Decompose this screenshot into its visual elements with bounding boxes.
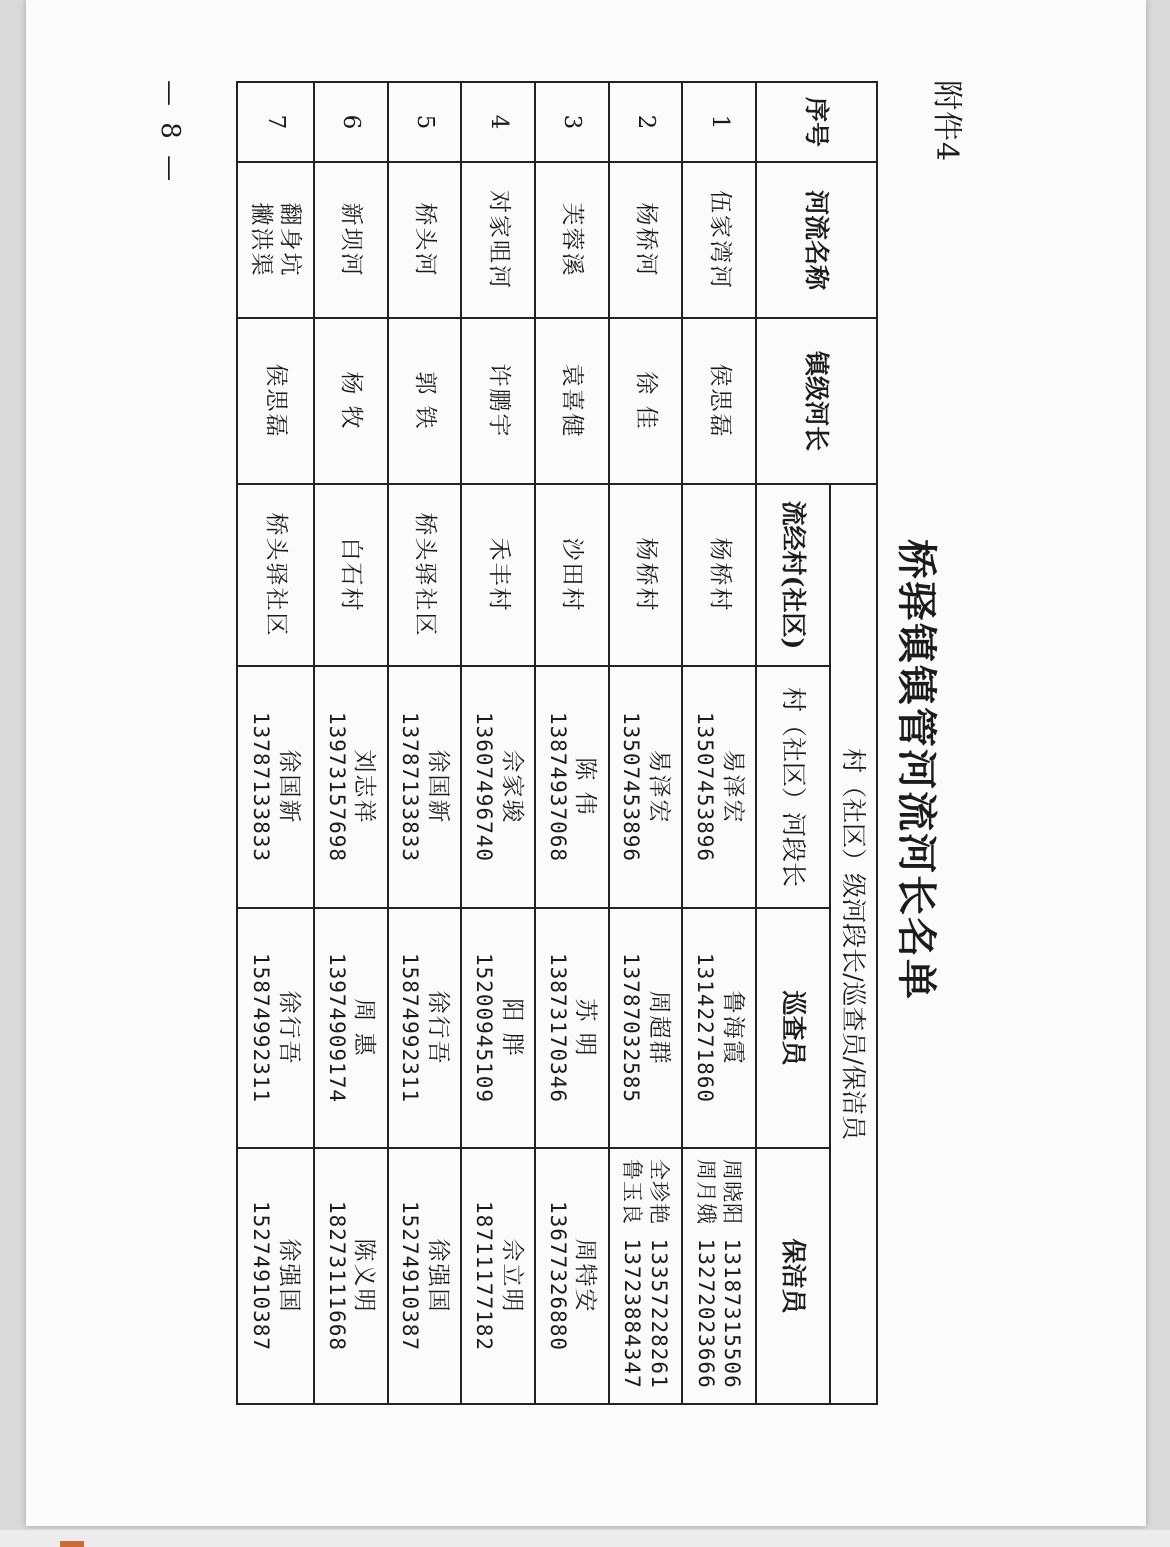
section-chief-phone: 13507453896 <box>692 711 717 863</box>
row-seq: 6 <box>314 82 388 162</box>
row-seq: 5 <box>388 82 462 162</box>
inspector-name: 徐行吾 <box>275 990 302 1066</box>
header-river-name: 河流名称 <box>756 162 877 318</box>
inspector-phone: 13873170346 <box>545 952 570 1104</box>
row-village: 杨桥村 <box>682 484 756 666</box>
row-seq: 7 <box>237 82 314 162</box>
cleaner-phone: 18273111668 <box>324 1200 349 1352</box>
row-cleaner <box>535 1148 609 1404</box>
row-town-chief: 侯思磊 <box>682 318 756 484</box>
row-river: 翻身坑撇洪渠 <box>237 162 314 318</box>
table-row <box>388 82 462 1404</box>
row-section-chief <box>314 666 388 908</box>
inspector-phone: 13974909174 <box>324 952 349 1104</box>
row-seq: 4 <box>461 82 535 162</box>
row-town-chief: 郭 铁 <box>388 318 462 484</box>
row-cleaner <box>609 1148 683 1404</box>
row-seq: 2 <box>609 82 683 162</box>
row-river: 芙蓉溪 <box>535 162 609 318</box>
section-chief-name: 陈 伟 <box>572 757 599 817</box>
inspector-phone: 15200945109 <box>471 952 496 1104</box>
row-village: 沙田村 <box>535 484 609 666</box>
rotated-sheet <box>90 55 990 1485</box>
section-chief-phone: 13787133833 <box>398 711 423 863</box>
river-chief-table <box>236 81 878 1405</box>
inspector-name: 鲁海霞 <box>719 990 746 1066</box>
table-row <box>237 82 314 1404</box>
row-village: 桥头驿社区 <box>388 484 462 666</box>
bottom-edge <box>0 1530 1170 1547</box>
row-section-chief <box>388 666 462 908</box>
row-town-chief: 许鹏宇 <box>461 318 535 484</box>
page-number: — 8 — <box>155 80 185 186</box>
row-section-chief <box>609 666 683 908</box>
section-chief-name: 刘志祥 <box>351 749 378 825</box>
row-river: 伍家湾河 <box>682 162 756 318</box>
cleaner-name: 陈义明 <box>351 1238 378 1314</box>
section-chief-phone: 13607496740 <box>471 711 496 863</box>
section-chief-name: 徐国新 <box>275 749 302 825</box>
cleaner-line: 鲁玉良 13723884347 <box>620 1159 645 1389</box>
inspector-name: 苏 明 <box>572 998 599 1058</box>
row-section-chief <box>535 666 609 908</box>
row-river: 桥头河 <box>388 162 462 318</box>
row-seq: 1 <box>682 82 756 162</box>
cleaner-phone: 15274910387 <box>249 1200 274 1352</box>
row-river: 新坝河 <box>314 162 388 318</box>
header-cleaner: 保洁员 <box>756 1148 830 1404</box>
header-village-group: 村（社区）级河段长/巡查员/保洁员 <box>830 484 877 1404</box>
table-row <box>682 82 756 1404</box>
section-chief-phone: 13507453896 <box>619 711 644 863</box>
cleaner-phone: 13677326880 <box>545 1200 570 1352</box>
inspector-phone: 15874992311 <box>249 952 274 1104</box>
cleaner-name: 周特安 <box>572 1238 599 1314</box>
inspector-name: 徐行吾 <box>424 990 451 1066</box>
row-river: 对家咀河 <box>461 162 535 318</box>
cleaner-name: 徐强国 <box>424 1238 451 1314</box>
cleaner-phone: 15274910387 <box>398 1200 423 1352</box>
header-town-chief: 镇级河长 <box>756 318 877 484</box>
row-inspector <box>237 908 314 1148</box>
row-inspector <box>388 908 462 1148</box>
row-river: 杨桥河 <box>609 162 683 318</box>
section-chief-name: 易泽宏 <box>646 749 672 825</box>
row-seq: 3 <box>535 82 609 162</box>
inspector-phone: 15874992311 <box>398 952 423 1104</box>
cleaner-name: 佘立明 <box>498 1238 525 1314</box>
section-chief-name: 易泽宏 <box>719 749 746 825</box>
table-row <box>535 82 609 1404</box>
section-chief-name: 佘家骏 <box>498 749 525 825</box>
row-village: 杨桥村 <box>609 484 683 666</box>
inspector-phone: 13142271860 <box>692 952 717 1104</box>
header-row-1 <box>830 82 877 1404</box>
cleaner-line: 周晓阳 13187315506 <box>720 1159 745 1389</box>
table-row <box>609 82 683 1404</box>
row-cleaner <box>237 1148 314 1404</box>
inspector-name: 阳 胖 <box>498 998 525 1058</box>
row-inspector <box>609 908 683 1148</box>
inspector-phone: 13787032585 <box>619 952 644 1104</box>
attachment-label: 附件4 <box>929 80 964 163</box>
row-inspector <box>535 908 609 1148</box>
row-section-chief <box>461 666 535 908</box>
row-inspector <box>314 908 388 1148</box>
cleaner-phone: 18711177182 <box>471 1200 496 1352</box>
section-chief-name: 徐国新 <box>424 749 451 825</box>
table-row <box>314 82 388 1404</box>
header-section-chief: 村（社区）河段长 <box>756 666 830 908</box>
row-inspector <box>461 908 535 1148</box>
row-cleaner <box>314 1148 388 1404</box>
cleaner-line: 全珍艳 13357228261 <box>646 1159 671 1389</box>
row-cleaner <box>682 1148 756 1404</box>
row-section-chief <box>237 666 314 908</box>
inspector-name: 周超群 <box>646 990 672 1066</box>
row-cleaner <box>388 1148 462 1404</box>
section-chief-phone: 13787133833 <box>249 711 274 863</box>
bottom-mark <box>60 1541 84 1547</box>
table-row <box>461 82 535 1404</box>
section-chief-phone: 13874937068 <box>545 711 570 863</box>
inspector-name: 周 惠 <box>351 998 378 1058</box>
row-cleaner <box>461 1148 535 1404</box>
cleaner-line: 周月娥 13272023666 <box>694 1159 719 1389</box>
document-title: 桥驿镇镇管河流河长名单 <box>893 539 940 1001</box>
row-village: 禾丰村 <box>461 484 535 666</box>
section-chief-phone: 13973157698 <box>324 711 349 863</box>
header-inspector: 巡查员 <box>756 908 830 1148</box>
row-village: 桥头驿社区 <box>237 484 314 666</box>
row-town-chief: 袁喜健 <box>535 318 609 484</box>
row-village: 白石村 <box>314 484 388 666</box>
cleaner-name: 徐强国 <box>275 1238 302 1314</box>
row-inspector <box>682 908 756 1148</box>
row-town-chief: 杨 牧 <box>314 318 388 484</box>
header-seq: 序号 <box>756 82 877 162</box>
row-town-chief: 徐 佳 <box>609 318 683 484</box>
row-section-chief <box>682 666 756 908</box>
row-town-chief: 侯思磊 <box>237 318 314 484</box>
header-village: 流经村(社区) <box>756 484 830 666</box>
